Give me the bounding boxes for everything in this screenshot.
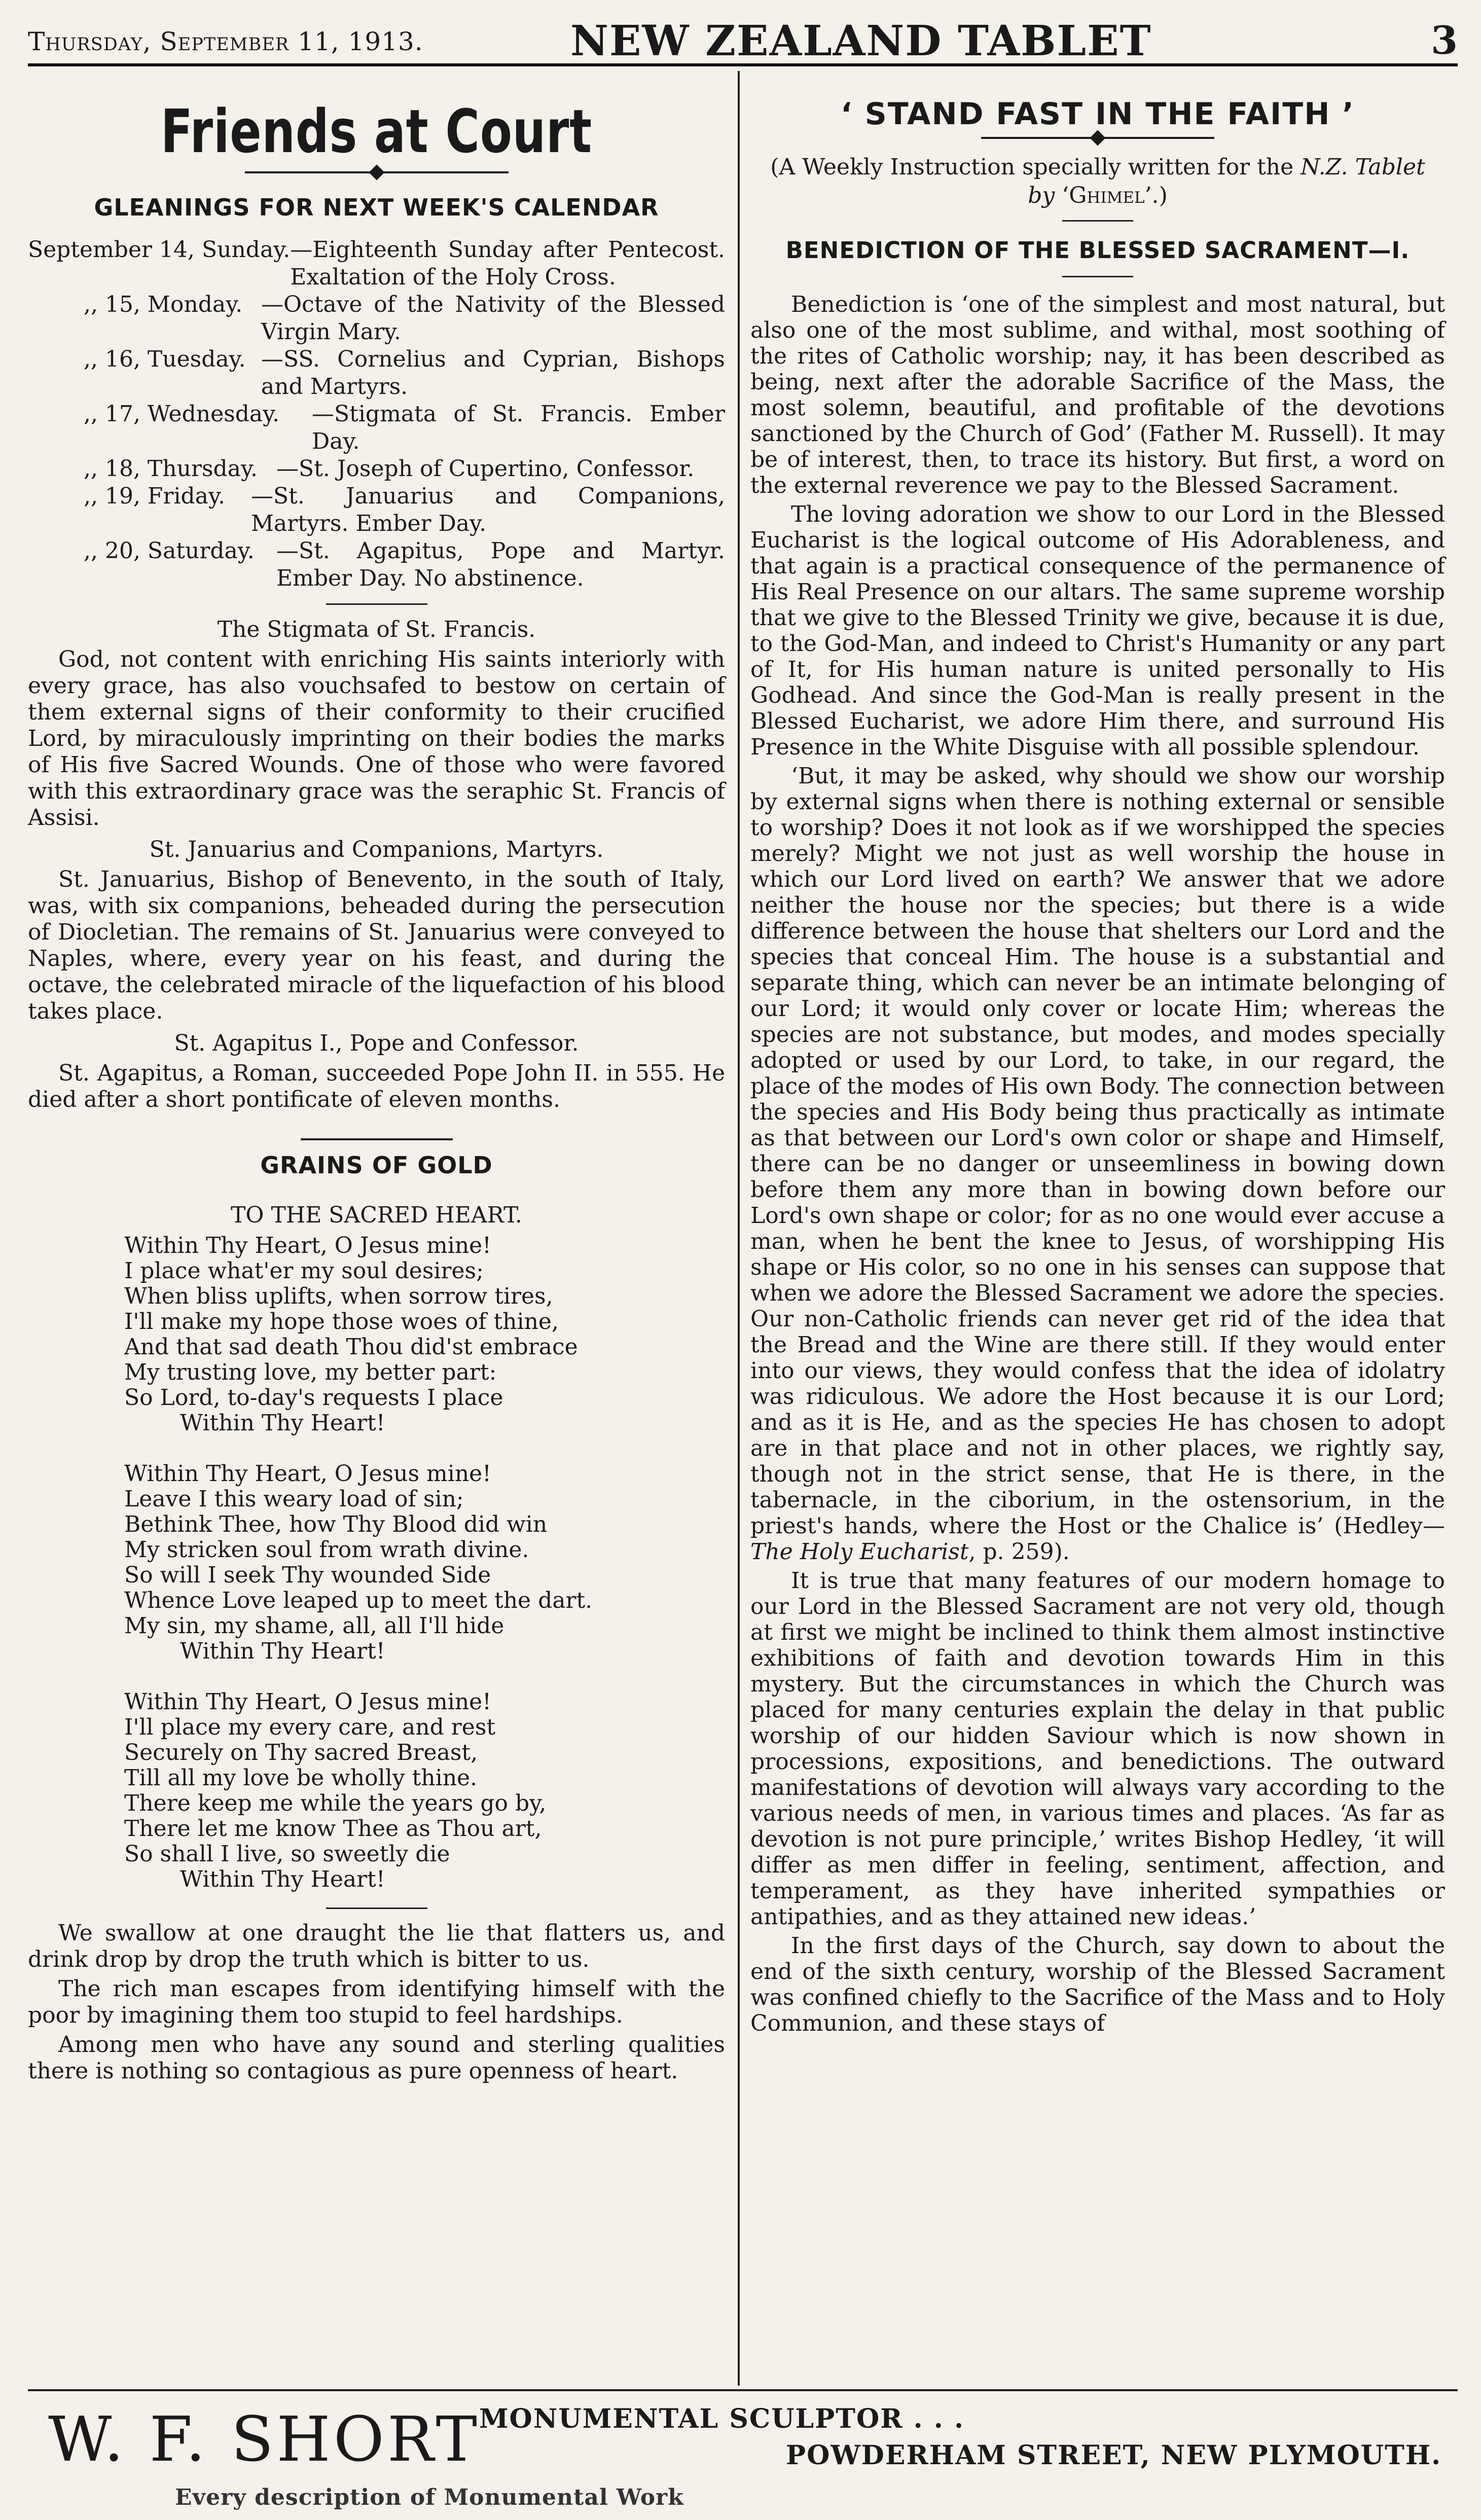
page-number: 3 <box>1431 18 1458 63</box>
poem-stanza <box>124 1689 725 1892</box>
masthead <box>28 13 1458 66</box>
maxim: We swallow at one draught the lie that flatters us, and drink drop by drop the truth which is bitter to us. <box>28 1920 725 1972</box>
poem-line: There keep me while the years go by, <box>124 1790 547 1816</box>
citation-prefix: (Hedley— <box>1334 1513 1445 1539</box>
issue-date: Thursday, September 11, 1913. <box>28 27 423 56</box>
calendar-text: —Eighteenth Sunday after Pentecost. Exaltation of the Holy Cross. <box>290 237 725 290</box>
calendar-text: —SS. Cornelius and Cyprian, Bishops and Martyrs. <box>261 346 725 400</box>
poem-line: I'll place my every care, and rest <box>124 1714 496 1740</box>
calendar-date: ,, 18, Thursday. <box>84 456 258 482</box>
calendar-text: —Octave of the Nativity of the Blessed Virgin Mary. <box>261 292 725 345</box>
poem-line: Till all my love be wholly thine. <box>124 1765 478 1791</box>
poem-line: Leave I this weary load of sin; <box>124 1486 464 1512</box>
poem-line: There let me know Thee as Thou art, <box>124 1816 542 1842</box>
quote-text: ‘But, it may be asked, why should we show our worship by external signs when there is nothing external or sensible to worship? Does it not look as if we worshipped the species merely? Might we not just as well worship the house in which our Lord lived on earth? We answer that we adore neither the house nor the species; but there is a wide difference between the house that shelters our Lord and the species that conceal Him. The house is a substantial and separate thing, which can never be an intimate belonging of our Lord; it would only cover or locate Him; whereas the species are not substance, but modes, and modes specially adopted or used by our Lord, to take, in our regard, the place of the modes of His own Body. The connection between the species and His Body being thus practically as intimate as that between our Lord's own color or shape and Himself, there can be no danger or unseemliness in bowing down before them any more than in bowing down before our Lord's own shape or color; for as no one would ever accuse a man, when he bent the knee to Jesus, of worshipping His shape or His color, so no one in his senses can suppose that when we adore the Blessed Sacrament we adore the species. Our non-Catholic friends can never get rid of the idea that the Bread and the Wine are there still. If they would enter into our views, they would confess that the idea of idolatry was ridiculous. We adore the Host because it is our Lord; and as it is He, and as the species He has chosen to adopt are in that place and not in other places, we rightly say, though not in the strict sense, that He is there, in the tabernacle, in the ciborium, in the ostensorium, in the priest's hands, where the Host or the Chalice is’ <box>750 763 1445 1539</box>
stigmata-paragraph: God, not content with enriching His saints interiorly with every grace, has also vouchsafed to bestow on certain of them external signs of their conformity to their crucified Lord, by miraculously imprinting on their bodies the marks of His five Sacred Wounds. One of those who were favored with this extraordinary grace was the seraphic St. Francis of Assisi. <box>28 646 725 831</box>
poem-line: Bethink Thee, how Thy Blood did win <box>124 1511 548 1537</box>
advert-address: POWDERHAM STREET, NEW PLYMOUTH. <box>786 2440 1442 2471</box>
poem <box>124 1233 725 1892</box>
calendar-date: ,, 15, Monday. <box>84 292 243 317</box>
article-paragraph: It is true that many features of our modern homage to our Lord in the Blessed Sacrament are not very old, though at first we might be inclined to think them almost instinctive exhibitions of faith and devotion towards Him in this mystery. But the circumstances in which the Church was placed for many centuries explain the delay in that public worship of our hidden Saviour which is now shown in processions, expositions, and benedictions. The outward manifestations of devotion will always vary according to the various needs of men, in various times and places. ‘As far as devotion is not pure principle,’ writes Bishop Hedley, ‘it will differ as men differ in feeling, sentiment, affection, and temperament, as they have inherited sympathies or antipathies, and as they attained new ideas.’ <box>750 1568 1445 1930</box>
calendar-entry <box>28 455 725 483</box>
divider <box>1062 220 1133 222</box>
poem-line: I'll make my hope those woes of thine, <box>124 1309 559 1335</box>
divider <box>326 1907 427 1909</box>
left-column <box>28 71 725 2084</box>
poem-stanza <box>124 1233 725 1436</box>
advert-divider <box>28 2389 1458 2391</box>
poem-line: Within Thy Heart! <box>180 1638 385 1664</box>
calendar-list <box>28 236 725 592</box>
calendar-text: —St. Agapitus, Pope and Martyr. Ember Day. No abstinence. <box>276 538 725 591</box>
poem-title: TO THE SACRED HEART. <box>231 1202 522 1228</box>
right-column <box>750 71 1445 2036</box>
agapitus-heading: St. Agapitus I., Pope and Confessor. <box>174 1030 579 1056</box>
stigmata-heading: The Stigmata of St. Francis. <box>217 617 536 642</box>
advert-trade: MONUMENTAL SCULPTOR . . . <box>479 2403 965 2434</box>
poem-line: My trusting love, my better part: <box>124 1359 497 1385</box>
poem-stanza <box>124 1461 725 1664</box>
poem-line: Within Thy Heart, O Jesus mine! <box>124 1461 491 1487</box>
gleanings-heading: GLEANINGS FOR NEXT WEEK'S CALENDAR <box>94 194 659 221</box>
calendar-date: ,, 19, Friday. <box>84 483 225 509</box>
divider <box>326 603 427 605</box>
instruction-note <box>750 153 1445 210</box>
poem-line: And that sad death Thou did'st embrace <box>124 1334 578 1360</box>
stand-fast-title: ‘ STAND FAST IN THE FAITH ’ <box>840 96 1355 132</box>
article-paragraph: Benediction is ‘one of the simplest and most natural, but also one of the most sublime, and withal, most soothing of the rites of Catholic worship; nay, it has been described as being, next after the adorable Sacrifice of the Mass, the most solemn, beautiful, and profitable of the devotions sanctioned by the Church of God’ (Father M. Russell). It may be of interest, then, to trace its history. But first, a word on the external reverence we pay to the Blessed Sacrament. <box>750 292 1445 498</box>
poem-line: My sin, my shame, all, all I'll hide <box>124 1613 504 1639</box>
article-paragraph <box>750 763 1445 1565</box>
calendar-entry <box>28 291 725 346</box>
grains-heading: GRAINS OF GOLD <box>260 1151 493 1179</box>
poem-line: When bliss uplifts, when sorrow tires, <box>124 1283 553 1309</box>
calendar-entry <box>28 483 725 537</box>
divider <box>1062 276 1133 277</box>
column-divider <box>738 71 740 2386</box>
advert-name: W. F. SHORT <box>48 2403 480 2475</box>
calendar-entry <box>28 537 725 592</box>
calendar-text: —St. Joseph of Cupertino, Confessor. <box>276 456 695 482</box>
januarius-heading: St. Januarius and Companions, Martyrs. <box>149 837 604 862</box>
calendar-date: September 14, Sunday. <box>28 237 291 263</box>
article-paragraph: In the first days of the Church, say down to about the end of the sixth century, worship of the Blessed Sacrament was confined chiefly to the Sacrifice of the Mass and to Holy Communion, and these stays of <box>750 1933 1445 2036</box>
maxim: The rich man escapes from identifying himself with the poor by imagining them too stupid to feel hardships. <box>28 1976 725 2028</box>
calendar-entry <box>28 236 725 291</box>
friends-at-court-title: Friends at Court <box>161 96 592 166</box>
calendar-date: ,, 17, Wednesday. <box>84 401 280 427</box>
poem-line: My stricken soul from wrath divine. <box>124 1537 529 1563</box>
article-paragraph: The loving adoration we show to our Lord in the Blessed Eucharist is the logical outcome of His Adorableness, and that again is a practical consequence of the permanence of His Real Presence on our altars. The same supreme worship that we give to the Blessed Trinity we give, because it is due, to the God-Man, and indeed to Christ's Humanity or any part of It, for His human nature is united personally to His Godhead. And since the God-Man is really present in the Blessed Eucharist, we adore Him there, and surround His Presence in the White Disguise with all possible splendour. <box>750 501 1445 760</box>
calendar-date: ,, 20, Saturday. <box>84 538 255 564</box>
calendar-date: ,, 16, Tuesday. <box>84 346 246 372</box>
poem-line: Within Thy Heart! <box>180 1410 385 1436</box>
poem-line: Within Thy Heart, O Jesus mine! <box>124 1689 491 1715</box>
divider <box>301 1138 453 1140</box>
poem-line: Securely on Thy sacred Breast, <box>124 1740 478 1766</box>
advertisement <box>28 2393 1458 2520</box>
benediction-heading: BENEDICTION OF THE BLESSED SACRAMENT—I. <box>785 237 1410 264</box>
citation-page: , p. 259). <box>968 1539 1070 1565</box>
agapitus-paragraph: St. Agapitus, a Roman, succeeded Pope John II. in 555. He died after a short pontificate of eleven months. <box>28 1060 725 1112</box>
calendar-entry <box>28 401 725 455</box>
instruction-end: .) <box>1151 183 1168 208</box>
advert-tagline: Every description of Monumental Work <box>175 2485 684 2510</box>
calendar-text: —Stigmata of St. Francis. Ember Day. <box>312 401 725 454</box>
poem-line: So shall I live, so sweetly die <box>124 1841 450 1867</box>
poem-line: Within Thy Heart, O Jesus mine! <box>124 1233 491 1258</box>
poem-line: I place what'er my soul desires; <box>124 1258 484 1284</box>
calendar-text: —St. Januarius and Companions, Martyrs. Ember Day. <box>251 483 725 536</box>
citation-title: The Holy Eucharist <box>750 1539 969 1565</box>
instruction-text: (A Weekly Instruction specially written for the <box>770 154 1301 180</box>
instruction-italic: N.Z. Tablet by <box>1028 154 1425 208</box>
ornament-divider <box>245 171 509 173</box>
instruction-author: ‘Ghimel’ <box>1062 183 1152 208</box>
newspaper-title: NEW ZEALAND TABLET <box>570 17 1152 65</box>
calendar-entry <box>28 346 725 401</box>
ornament-divider <box>981 137 1214 139</box>
poem-line: So will I seek Thy wounded Side <box>124 1562 491 1588</box>
poem-line: Within Thy Heart! <box>180 1866 385 1892</box>
januarius-paragraph: St. Januarius, Bishop of Benevento, in the south of Italy, was, with six companions, beheaded during the persecution of Diocletian. The remains of St. Januarius were conveyed to Naples, where, every year on his feast, and during the octave, the celebrated miracle of the liquefaction of his blood takes place. <box>28 867 725 1024</box>
poem-line: Whence Love leaped up to meet the dart. <box>124 1588 593 1613</box>
maxim: Among men who have any sound and sterling qualities there is nothing so contagious as pure openness of heart. <box>28 2032 725 2084</box>
poem-line: So Lord, to-day's requests I place <box>124 1385 503 1411</box>
